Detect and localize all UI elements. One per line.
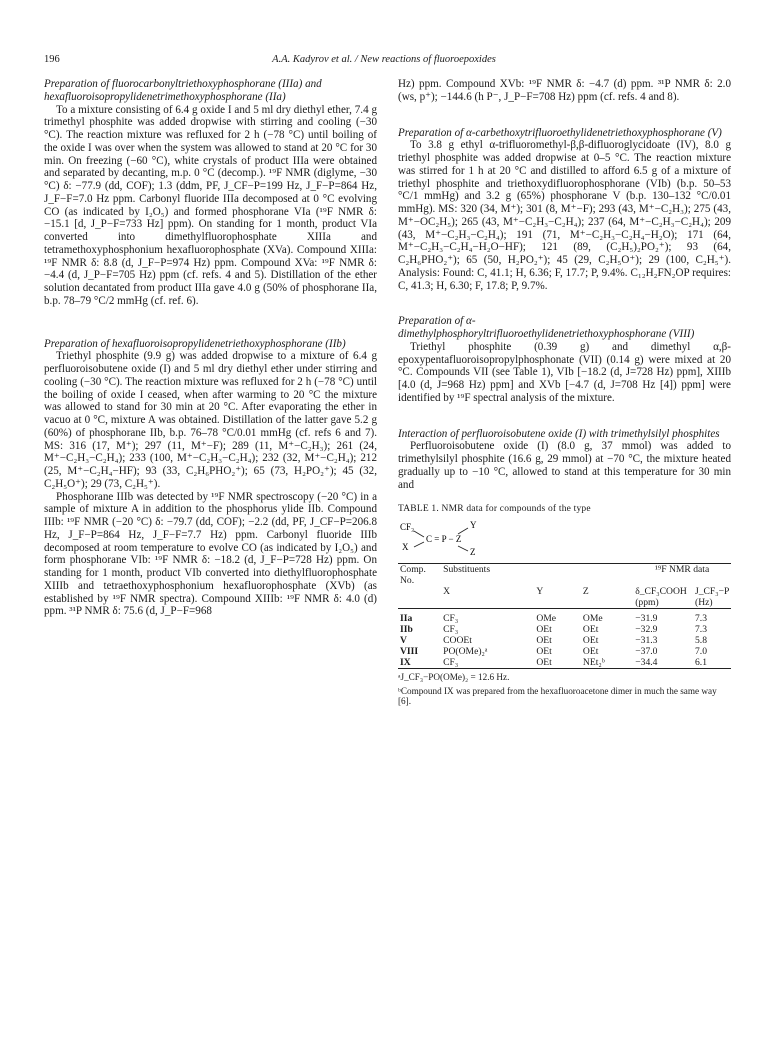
section-title-IIb: Preparation of hexafluoroisopropylidenetriethoxyphosphorane (IIb)	[44, 337, 346, 350]
struct-bond-z	[458, 546, 468, 551]
cell-j: 6.1	[695, 657, 707, 668]
section-body-V: To 3.8 g ethyl α-trifluoromethyl-β,β-difluoroglycidoate (IV), 8.0 g triethyl phosphite was added dropwise at 0–5 °C. The reaction mixture was stirred for 1 h at 20 °C and distilled to afford 6.5 g of a mixture of triethyl phosphite and triethoxydifluorophosphorane (VIb) (b.p. 50–53 °C/1 mmHg) and 3.2 g (65%) phosphorane V (b.p. 130–132 °C/0.01 mmHg). MS: 320 (34, M⁺); 301 (8, M⁺−F); 293 (43, M⁺−C₂H₃); 275 (43, M⁺−OC₂H₅); 265 (43, M⁺−C₂H₃−C₂H₄); 237 (64, M⁺−C₂H₃−C₂H₄); 209 (43, M⁺−C₂H₃−C₂H₄); 191 (71, M⁺−C₂H₃−C₂H₄−H₂O); 171 (64, M⁺−C₂H₃−C₂H₄−H₂O−HF); 121 (89, (C₂H₅)₂PO₂⁺); 93 (64, C₂H₆PHO₂⁺); 65 (50, H₂PO₂⁺); 45 (29, C₂H₅O⁺); 29 (100, C₂H₅⁺). Analysis: Found: C, 41.1; H, 6.36; F, 17.7; P, 9.4%. C₁₂H₂FN₂OP requires: C, 41.3; H, 6.30; F, 17.8; P, 9.7%.	[398, 139, 731, 292]
section-body-silyl: Perfluoroisobutene oxide (I) (8.0 g, 37 mmol) was added to trimethylsilyl phosphite (16.6 g, 29 mmol) at −70 °C, the mixture heated gradually up to −10 °C, allowed to stand at this temperature for 30 min and	[398, 440, 731, 491]
cell-delta: −31.9	[635, 613, 658, 624]
cell-delta: −32.9	[635, 624, 658, 635]
cell-x: CF₃	[443, 613, 459, 624]
section-title-VIII: Preparation of α-dimethylphosphoryltrifluoroethylidenetriethoxyphosphorane (VIII)	[398, 315, 695, 340]
cell-y: OEt	[536, 624, 552, 635]
th-j: J_CF₃−P (Hz)	[695, 586, 730, 608]
th-z: Z	[582, 586, 589, 597]
table-row	[398, 646, 731, 657]
cell-delta: −34.4	[635, 657, 658, 668]
struct-y: Y	[470, 520, 477, 530]
cell-j: 7.3	[695, 624, 707, 635]
struct-z: Z	[470, 547, 476, 557]
running-header	[44, 54, 724, 70]
table-row	[398, 657, 731, 669]
cell-no: IX	[400, 657, 411, 668]
cell-y: OEt	[536, 635, 552, 646]
section-title-silyl: Interaction of perfluoroisobutene oxide (I) with trimethylsilyl phosphites	[398, 427, 720, 440]
cell-x: PO(OMe)₂ᵃ	[443, 646, 488, 657]
table-row	[398, 635, 731, 646]
continued-paragraph: Hz) ppm. Compound XVb: ¹⁹F NMR δ: −4.7 (d) ppm. ³¹P NMR δ: 2.0 (ws, p⁺); −144.6 (h P⁻, J_P−F=708 Hz) ppm (cf. refs. 4 and 8).	[398, 78, 731, 103]
table-footnote-b: ᵇCompound IX was prepared from the hexafluoroacetone dimer in much the same way [6].	[398, 685, 717, 707]
section-body-IIb: Triethyl phosphite (9.9 g) was added dropwise to a mixture of 6.4 g perfluoroisobutene oxide (I) and 5 ml dry diethyl ether under stirring and cooling (−30 °C). The reaction mixture was refluxed for 2 h (−78 °C) until the boiling of oxide I ceased, when after warming to 20 °C the mixture was allowed to stand for 30 min at 20 °C. After evaporating the ether in vacuo at 0 °C, mixture A was obtained. Distillation of the latter gave 5.2 g (60%) of phosphorane IIb, b.p. 76–78 °C/0.01 mmHg (cf. refs 6 and 7). MS: 316 (17, M⁺); 297 (11, M⁺−F); 289 (11, M⁺−C₂H₃); 261 (24, M⁺−C₂H₃−C₂H₄); 233 (100, M⁺−C₂H₃−C₂H₄); 232 (32, M⁺−C₂H₄); 212 (25, M⁺−C₂H₄−HF); 93 (33, C₂H₆PHO₂⁺); 65 (73, H₂PO₂⁺); 45 (32, C₂H₅O⁺); 29 (73, C₂H₅⁺).	[44, 350, 377, 490]
table-footnote-a: ᵃJ_CF₃−PO(OMe)₂ = 12.6 Hz.	[398, 672, 510, 682]
section-title-V: Preparation of α-carbethoxytrifluoroethylidenetriethoxyphosphorane (V)	[398, 126, 722, 139]
cell-delta: −37.0	[635, 646, 658, 657]
cell-y: OMe	[536, 613, 557, 624]
cell-y: OEt	[536, 657, 552, 668]
th-substituents: Substituents	[443, 564, 491, 575]
cell-x: CF₃	[443, 657, 459, 668]
right-column	[398, 78, 731, 707]
th-comp: Comp. No.	[400, 564, 426, 586]
cell-x: COOEt	[443, 635, 472, 646]
cell-j: 5.8	[695, 635, 707, 646]
th-nmr: ¹⁹F NMR data	[655, 564, 710, 575]
cell-z: OEt	[582, 635, 599, 646]
table-caption: TABLE 1. NMR data for compounds of the type	[398, 504, 591, 515]
nmr-table	[398, 563, 731, 669]
cell-no: IIb	[400, 624, 413, 635]
cell-z: NEt₂ᵇ	[582, 657, 605, 668]
struct-x: X	[402, 542, 409, 552]
table-row	[398, 613, 731, 624]
running-title: A.A. Kadyrov et al. / New reactions of fluoroepoxides	[272, 54, 496, 65]
struct-bond-y	[458, 528, 468, 534]
cell-no: VIII	[400, 646, 419, 657]
table-row	[398, 624, 731, 635]
th-delta: δ_CF₃COOH (ppm)	[635, 586, 687, 608]
th-x: X	[443, 586, 451, 597]
cell-y: OEt	[536, 646, 552, 657]
cell-no: V	[400, 635, 407, 646]
structure-diagram	[398, 519, 518, 557]
cell-delta: −31.3	[635, 635, 658, 646]
cell-z: OEt	[582, 646, 599, 657]
cell-no: IIa	[400, 613, 413, 624]
section-body-IIIa: To a mixture consisting of 6.4 g oxide I and 5 ml dry diethyl ether, 7.4 g trimethyl phosphite was added dropwise with stirring and cooling (−30 °C). The reaction mixture was refluxed for 2 h (−78 °C) until boiling of the oxide I was over when the system was allowed to stand at 20 °C for 30 min. On freezing (−60 °C), white crystals of product IIIa were obtained and separated by decanting, m.p. 0 °C (decomp.). ¹⁹F NMR (diglyme, −30 °C) δ: −77.9 (dd, COF); 1.3 (ddm, PF, J_CF−P=199 Hz, J_F−P=864 Hz, J_F−F=7.0 Hz ppm. Carbonyl fluoride IIIa decomposed at 0 °C evolving CO (as indicated by I₂O₅) and formed phosphorane VIa (¹⁹F NMR δ: −15.1 [d, J_P−F=733 Hz] ppm). On standing for 1 month, product VIa converted into dimethylfluorophosphate XIIIa and tetramethoxyphosphonium hexafluorophosphate (XVa). Compound XIIIa: ¹⁹F NMR δ: 8.8 (d, J_F−P=974 Hz) ppm. Compound XVa: ¹⁹F NMR δ: −4.4 (d, J_P−F=705 Hz) ppm (cf. refs. 4 and 5). Distillation of the ether solution decantated from product IIIa gave 4.0 g (50% of phosphorane IIa, b.p. 78–79 °C/2 mmHg (cf. ref. 6).	[44, 103, 377, 307]
struct-bond-lower	[414, 542, 424, 547]
cell-z: OEt	[582, 624, 599, 635]
section-body-IIIb: Phosphorane IIIb was detected by ¹⁹F NMR spectroscopy (−20 °C) in a sample of mixture A in addition to the phosphorus ylide IIb. Compound IIIb: ¹⁹F NMR (−20 °C) δ: −79.7 (dd, COF); −2.2 (dd, PF, J_CF−P=206.8 Hz, J_F−P=864 Hz, J_F−F=7.7 Hz) ppm. Carbonyl fluoride IIIb decomposed at room temperature to evolve CO (as indicated by I₂O₅) and form phosphorane VIb: ¹⁹F NMR δ: −18.2 (d, J_F−P=728 Hz) ppm. On standing for 1 month, product VIb converted into diethylfluorophosphate XIIIb and tetraethoxyphosphonium hexafluorophosphate (XVb) (as established by ¹⁹F NMR spectra). Compound XIIIb: ¹⁹F NMR δ: 4.0 (d) ppm. ³¹P NMR δ: 75.6 (d, J_P−F=968	[44, 490, 377, 618]
left-column	[44, 78, 377, 618]
cell-z: OMe	[582, 613, 603, 624]
struct-bond-upper	[414, 531, 424, 537]
cell-j: 7.0	[695, 646, 707, 657]
cell-j: 7.3	[695, 613, 707, 624]
cell-x: CF₃	[443, 624, 459, 635]
section-title-IIIa: Preparation of fluorocarbonyltriethoxyphosphorane (IIIa) and hexafluoroisopropylidenetrimethoxyphosphorane (IIa)	[44, 78, 322, 103]
struct-cf3: CF₃	[400, 522, 415, 532]
th-y: Y	[536, 586, 544, 597]
page-number: 196	[44, 54, 60, 65]
section-body-VIII: Triethyl phosphite (0.39 g) and dimethyl α,β-epoxypentafluoroisopropylphosphonate (VII) (0.14 g) were mixed at 20 °C. Compounds VII (see Table 1), VIb [−18.2 (d, J=728 Hz) ppm], XIIIb [4.0 (d, J=968 Hz) ppm] and XVb [−4.7 (d, J=708 Hz [4]) ppm] were identified by ¹⁹F spectral analysis of the mixture.	[398, 340, 731, 404]
struct-core: C = P − Z	[426, 534, 462, 544]
